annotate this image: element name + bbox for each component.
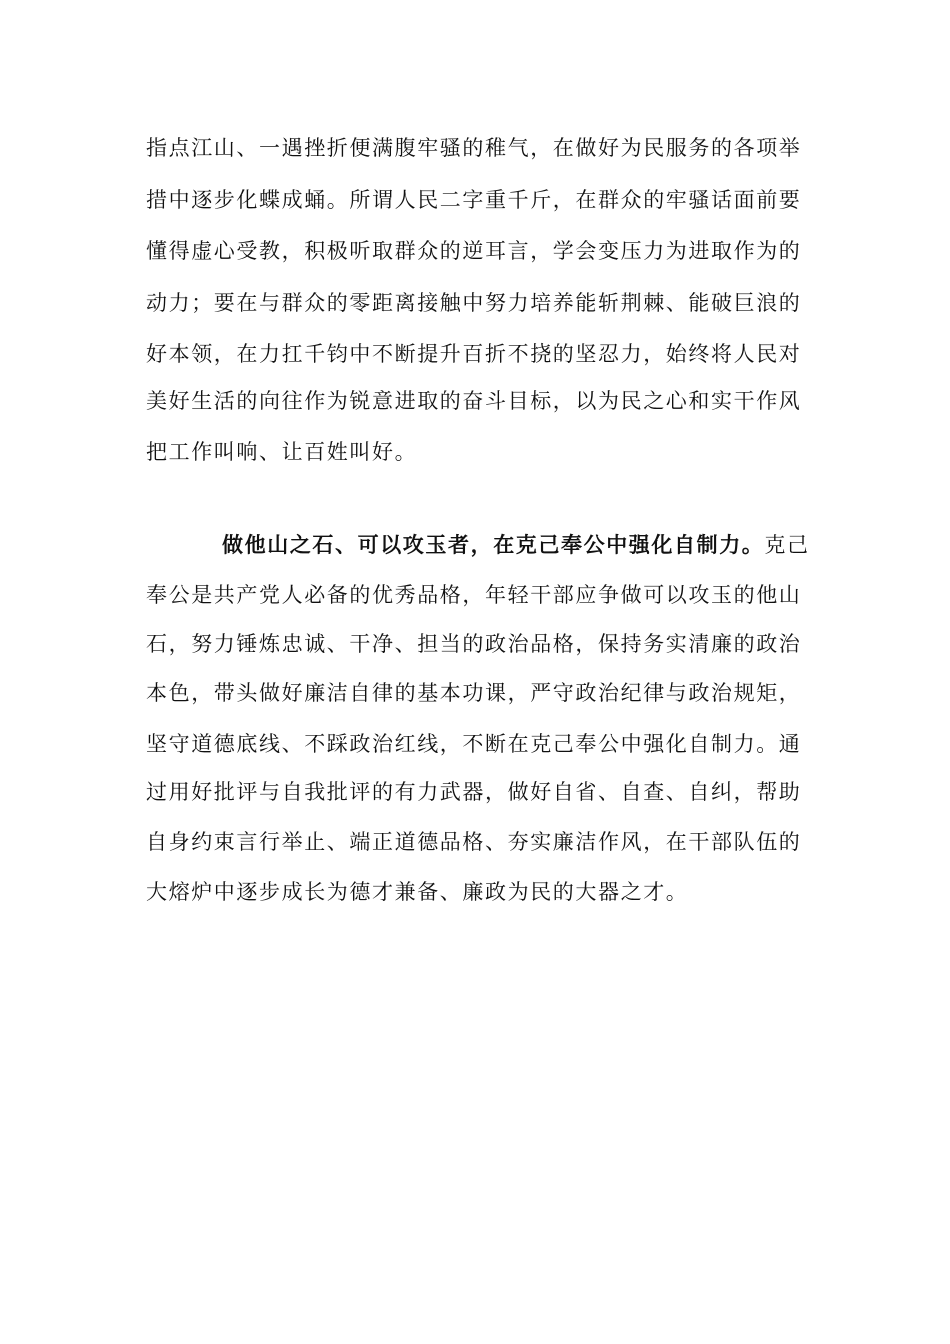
paragraph-2-line-7: 自身约束言行举止、端正道德品格、夯实廉洁作风，在干部队伍的: [146, 830, 802, 854]
paragraph-2-line-1: [222, 530, 832, 560]
paragraph-1-line-4: 动力；要在与群众的零距离接触中努力培养能斩荆棘、能破巨浪的: [146, 291, 802, 315]
paragraph-1-line-6: 美好生活的向往作为锐意进取的奋斗目标，以为民之心和实干作风: [146, 389, 802, 413]
paragraph-1-line-5: 好本领，在力扛千钧中不断提升百折不挠的坚忍力，始终将人民对: [146, 342, 802, 366]
paragraph-2-line-8: 大熔炉中逐步成长为德才兼备、廉政为民的大器之才。: [146, 880, 689, 904]
paragraph-1-line-2: 措中逐步化蝶成蛹。所谓人民二字重千斤，在群众的牢骚话面前要: [146, 188, 802, 212]
paragraph-1-line-1: 指点江山、一遇挫折便满腹牢骚的稚气，在做好为民服务的各项举: [146, 136, 802, 160]
paragraph-2-heading: 做他山之石、可以攻玉者，在克己奉公中强化自制力。: [222, 532, 765, 557]
paragraph-2-line-6: 过用好批评与自我批评的有力武器，做好自省、自查、自纠，帮助: [146, 780, 802, 804]
paragraph-1-line-7: 把工作叫响、让百姓叫好。: [146, 440, 418, 464]
paragraph-2-line-4: 本色，带头做好廉洁自律的基本功课，严守政治纪律与政治规矩，: [146, 681, 802, 705]
paragraph-1-line-3: 懂得虚心受教，积极听取群众的逆耳言，学会变压力为进取作为的: [146, 239, 802, 263]
paragraph-2-first-line-rest: 克己: [764, 533, 810, 557]
paragraph-2-line-3: 石，努力锤炼忠诚、干净、担当的政治品格，保持务实清廉的政治: [146, 632, 802, 656]
paragraph-2-line-5: 坚守道德底线、不踩政治红线，不断在克己奉公中强化自制力。通: [146, 732, 802, 756]
paragraph-2-line-2: 奉公是共产党人必备的优秀品格，年轻干部应争做可以攻玉的他山: [146, 583, 802, 607]
